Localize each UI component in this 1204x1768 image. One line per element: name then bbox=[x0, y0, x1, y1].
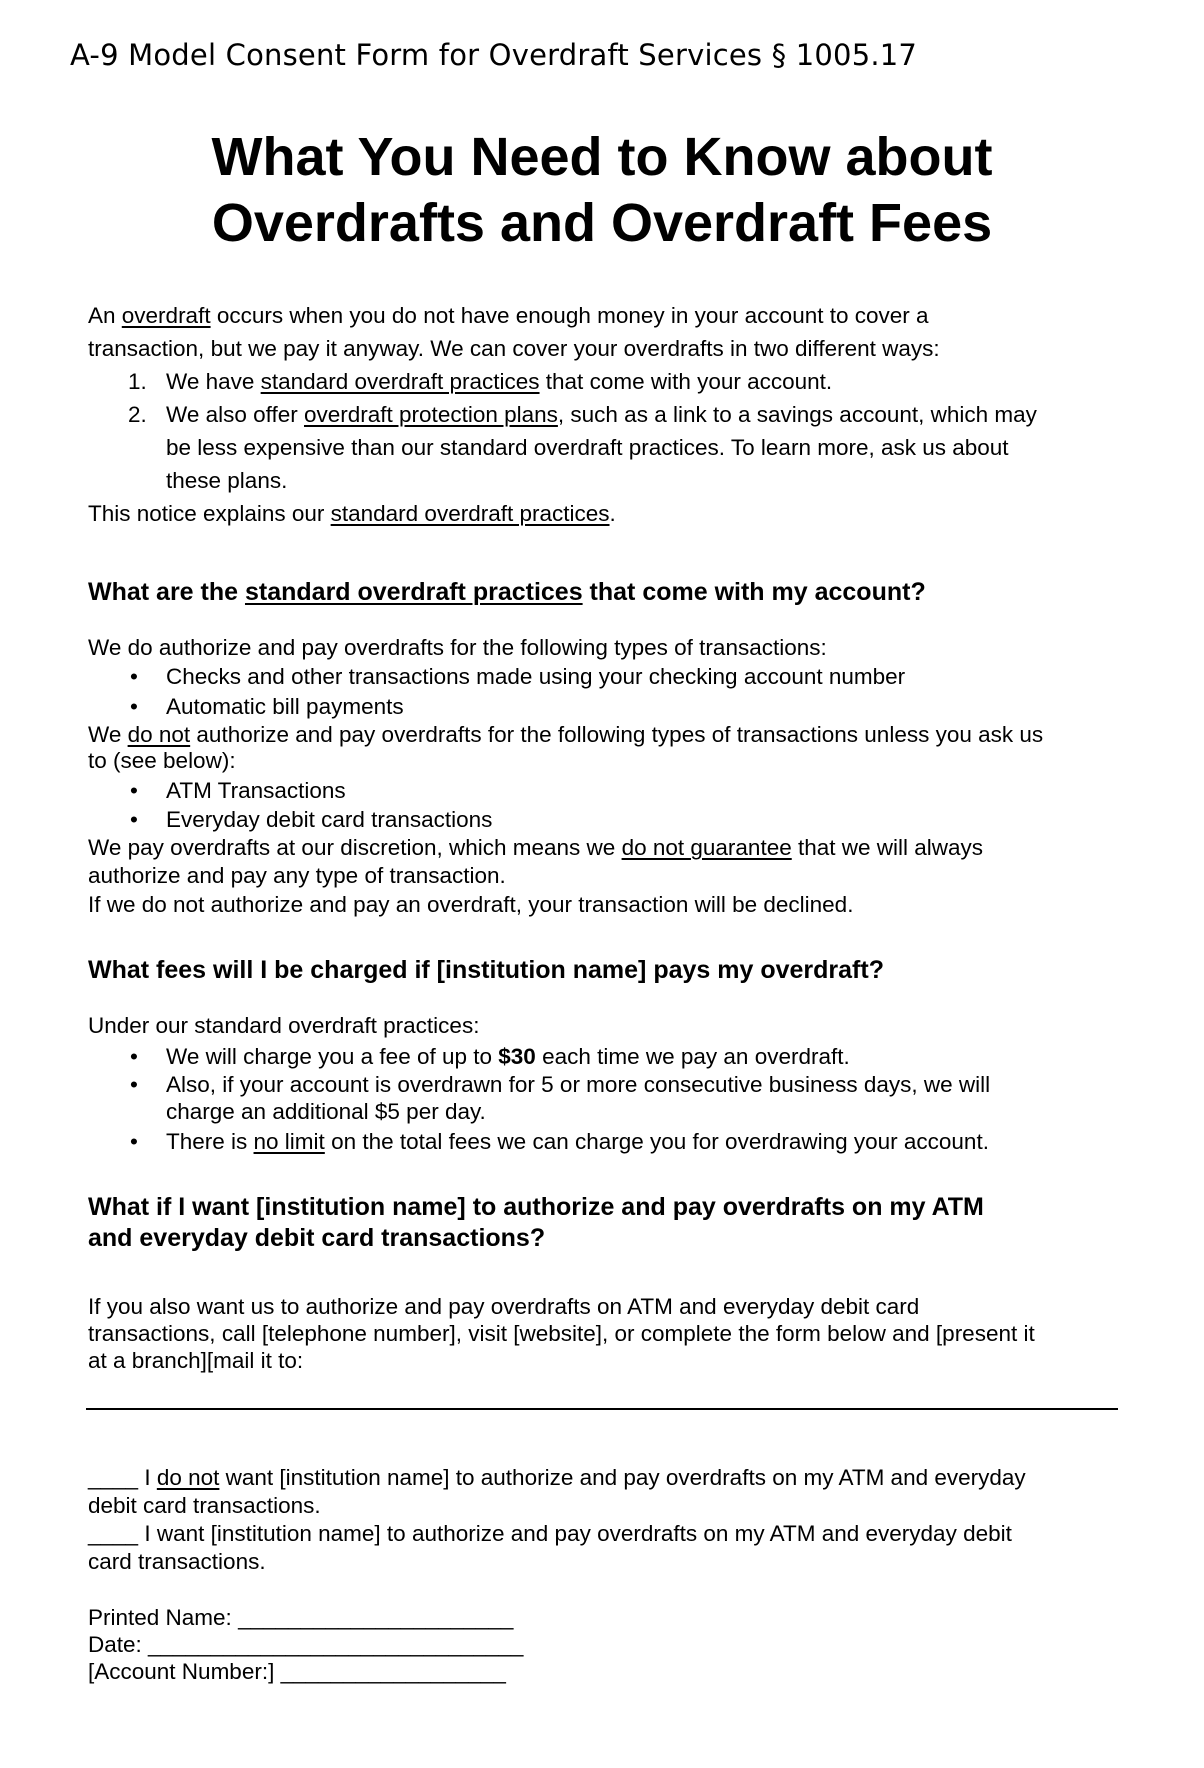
not-authorized-intro: We do not authorize and pay overdrafts for the following types of transactions unless you ask us bbox=[88, 722, 1044, 747]
mailing-address-line[interactable] bbox=[86, 1408, 1118, 1410]
printed-name-field[interactable] bbox=[88, 1607, 513, 1630]
opt-in-choice-cont: card transactions. bbox=[88, 1549, 266, 1574]
list-number-1: 1. bbox=[128, 369, 147, 394]
date-label: Date: bbox=[88, 1632, 149, 1657]
form-reference-header: A-9 Model Consent Form for Overdraft Services § 1005.17 bbox=[70, 38, 918, 72]
intro-item-1: We have standard overdraft practices that come with your account. bbox=[166, 369, 833, 394]
bullet-icon: • bbox=[130, 1129, 138, 1154]
account-number-input[interactable]: __________________ bbox=[280, 1659, 506, 1684]
account-number-field[interactable] bbox=[88, 1661, 506, 1684]
opt-in-instructions-3: at a branch][mail it to: bbox=[88, 1348, 304, 1373]
bullet-icon: • bbox=[130, 664, 138, 689]
bullet-icon: • bbox=[130, 807, 138, 832]
section-heading-opt-in-line-2: and everyday debit card transactions? bbox=[88, 1224, 546, 1252]
bullet-icon: • bbox=[130, 1072, 138, 1097]
list-number-2: 2. bbox=[128, 402, 147, 427]
opt-out-blank[interactable]: ____ bbox=[88, 1465, 139, 1490]
list-item: Everyday debit card transactions bbox=[166, 807, 493, 832]
fee-item-daily: Also, if your account is overdrawn for 5 or more consecutive business days, we will bbox=[166, 1072, 991, 1097]
opt-out-choice-cont: debit card transactions. bbox=[88, 1493, 321, 1518]
list-item: Automatic bill payments bbox=[166, 694, 404, 719]
intro-item-2: We also offer overdraft protection plans, such as a link to a savings account, which may bbox=[166, 402, 1037, 427]
intro-item-2-cont-2: these plans. bbox=[166, 468, 288, 493]
discretion-line-cont: authorize and pay any type of transaction. bbox=[88, 863, 506, 888]
fee-item-per-overdraft: We will charge you a fee of up to $30 each time we pay an overdraft. bbox=[166, 1044, 850, 1069]
printed-name-input[interactable]: ______________________ bbox=[238, 1605, 514, 1630]
fee-amount: $30 bbox=[498, 1044, 536, 1069]
list-item: ATM Transactions bbox=[166, 778, 346, 803]
list-item: Checks and other transactions made using your checking account number bbox=[166, 664, 906, 689]
section-heading-opt-in-line-1: What if I want [institution name] to authorize and pay overdrafts on my ATM bbox=[88, 1193, 984, 1221]
section-heading-fees: What fees will I be charged if [institution name] pays my overdraft? bbox=[88, 956, 884, 984]
opt-in-instructions-2: transactions, call [telephone number], visit [website], or complete the form below and [present it bbox=[88, 1321, 1035, 1346]
opt-in-instructions-1: If you also want us to authorize and pay overdrafts on ATM and everyday debit card bbox=[88, 1294, 920, 1319]
opt-in-blank[interactable]: ____ bbox=[88, 1521, 139, 1546]
opt-in-choice[interactable]: ____ I want [institution name] to authorize and pay overdrafts on my ATM and everyday debit bbox=[88, 1521, 1012, 1546]
bullet-icon: • bbox=[130, 694, 138, 719]
intro-notice-line: This notice explains our standard overdraft practices. bbox=[88, 501, 616, 526]
fees-intro: Under our standard overdraft practices: bbox=[88, 1013, 480, 1038]
account-number-label: [Account Number:] bbox=[88, 1659, 281, 1684]
date-field[interactable] bbox=[88, 1634, 523, 1657]
printed-name-label: Printed Name: bbox=[88, 1605, 239, 1630]
discretion-line: We pay overdrafts at our discretion, which means we do not guarantee that we will always bbox=[88, 835, 984, 860]
document-title-line-2: Overdrafts and Overdraft Fees bbox=[211, 193, 993, 253]
fee-item-daily-cont: charge an additional $5 per day. bbox=[166, 1099, 486, 1124]
bullet-icon: • bbox=[130, 778, 138, 803]
declined-line: If we do not authorize and pay an overdraft, your transaction will be declined. bbox=[88, 892, 854, 917]
fee-item-no-limit: There is no limit on the total fees we can charge you for overdrawing your account. bbox=[166, 1129, 989, 1154]
intro-line-1: An overdraft occurs when you do not have enough money in your account to cover a bbox=[88, 303, 929, 328]
section-heading-standard-practices: What are the standard overdraft practices that come with my account? bbox=[88, 578, 926, 606]
intro-item-2-cont-1: be less expensive than our standard overdraft practices. To learn more, ask us about bbox=[166, 435, 1009, 460]
authorized-intro: We do authorize and pay overdrafts for the following types of transactions: bbox=[88, 635, 827, 660]
date-input[interactable]: ______________________________ bbox=[148, 1632, 524, 1657]
bullet-icon: • bbox=[130, 1044, 138, 1069]
opt-out-choice[interactable]: ____ I do not want [institution name] to authorize and pay overdrafts on my ATM and everyday bbox=[88, 1465, 1026, 1490]
not-authorized-intro-cont: to (see below): bbox=[88, 748, 236, 773]
document-title-line-1: What You Need to Know about bbox=[211, 127, 993, 187]
intro-line-2: transaction, but we pay it anyway. We can cover your overdrafts in two different ways: bbox=[88, 336, 940, 361]
term-overdraft: overdraft bbox=[121, 303, 211, 328]
